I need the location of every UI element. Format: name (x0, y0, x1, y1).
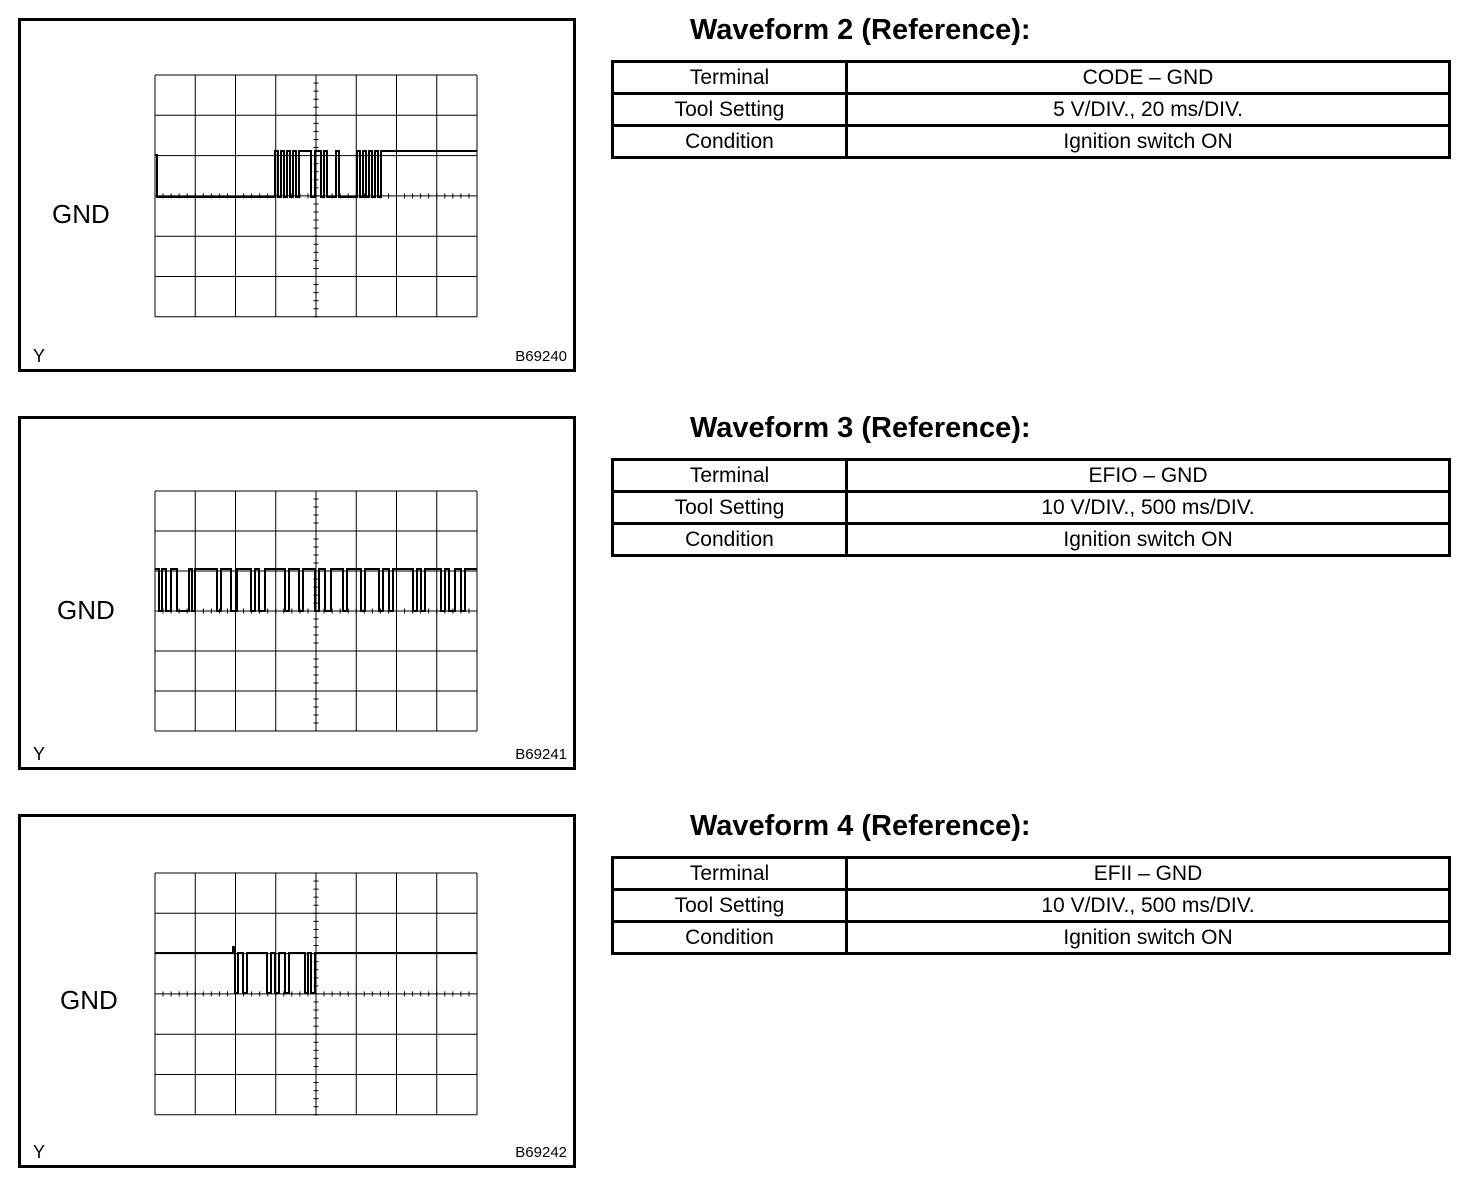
scope-figure-2 (18, 416, 576, 770)
table-row (613, 524, 1450, 556)
table-row (613, 126, 1450, 158)
row-key: Condition (613, 126, 847, 158)
spec-table (611, 60, 1451, 159)
row-value: EFII – GND (847, 858, 1450, 890)
corner-label: Y (33, 346, 46, 366)
corner-label: Y (33, 744, 46, 764)
waveform-trace (155, 569, 477, 611)
spec-table (611, 458, 1451, 557)
corner-label: Y (33, 1142, 46, 1162)
row-value: CODE – GND (847, 62, 1450, 94)
row-key: Terminal (613, 460, 847, 492)
figure-code: B69240 (515, 348, 567, 365)
row-value: 5 V/DIV., 20 ms/DIV. (847, 94, 1450, 126)
row-key: Tool Setting (613, 890, 847, 922)
gnd-label: GND (57, 595, 115, 625)
row-key: Tool Setting (613, 492, 847, 524)
row-value: 10 V/DIV., 500 ms/DIV. (847, 492, 1450, 524)
oscilloscope-screen-1 (21, 21, 573, 369)
gnd-label: GND (52, 199, 110, 229)
row-value: Ignition switch ON (847, 922, 1450, 954)
row-value: 10 V/DIV., 500 ms/DIV. (847, 890, 1450, 922)
table-row (613, 858, 1450, 890)
row-key: Condition (613, 524, 847, 556)
waveform-trace (155, 947, 477, 993)
table-row (613, 460, 1450, 492)
scope-figure-3 (18, 814, 576, 1168)
oscilloscope-screen-2 (21, 419, 573, 767)
row-key: Tool Setting (613, 94, 847, 126)
figure-code: B69242 (515, 1144, 567, 1161)
table-row (613, 922, 1450, 954)
row-key: Terminal (613, 858, 847, 890)
table-row (613, 62, 1450, 94)
gnd-label: GND (60, 985, 118, 1015)
table-row (613, 890, 1450, 922)
spec-table (611, 856, 1451, 955)
waveform-title: Waveform 3 (Reference): (690, 412, 1031, 444)
waveform-title: Waveform 2 (Reference): (690, 14, 1031, 46)
row-value: Ignition switch ON (847, 126, 1450, 158)
scope-figure-1 (18, 18, 576, 372)
row-value: EFIO – GND (847, 460, 1450, 492)
row-value: Ignition switch ON (847, 524, 1450, 556)
row-key: Condition (613, 922, 847, 954)
table-row (613, 492, 1450, 524)
waveform-trace (155, 151, 477, 197)
table-row (613, 94, 1450, 126)
row-key: Terminal (613, 62, 847, 94)
waveform-title: Waveform 4 (Reference): (690, 810, 1031, 842)
figure-code: B69241 (515, 746, 567, 763)
